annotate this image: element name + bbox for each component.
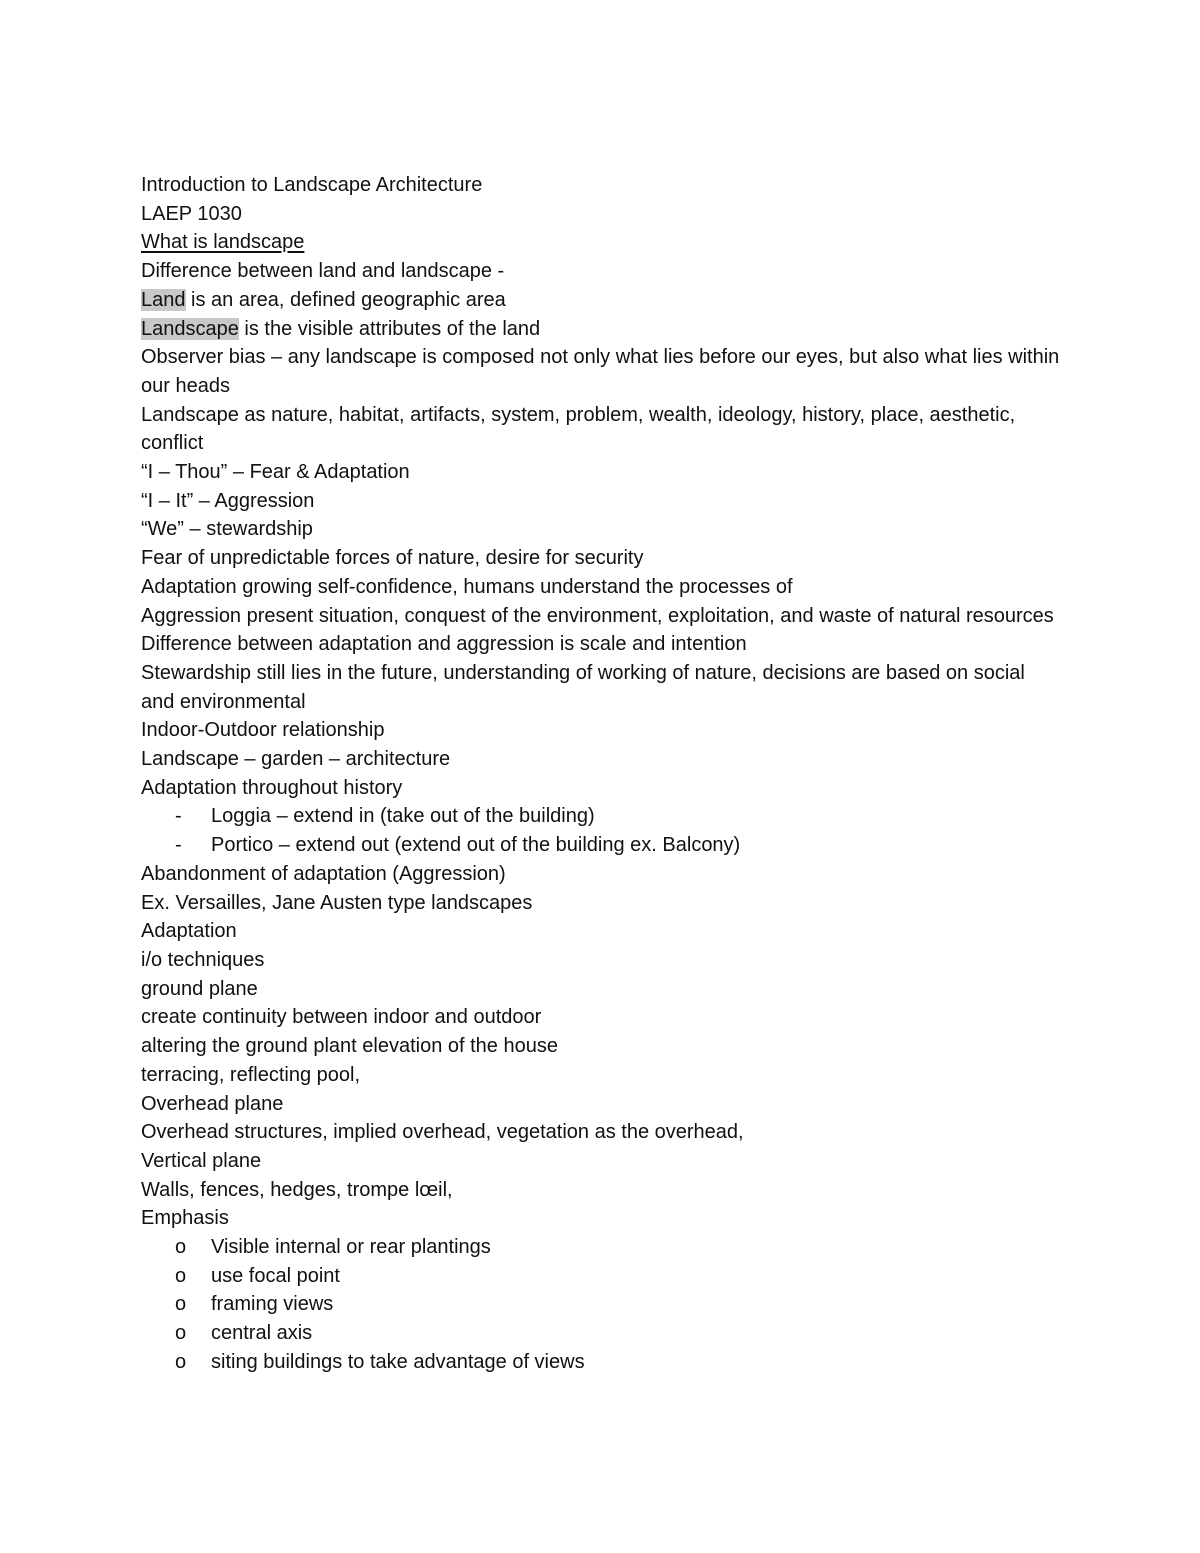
- list-item-text: Visible internal or rear plantings: [211, 1236, 491, 1259]
- list-item: [141, 831, 1061, 860]
- list-item: [141, 1233, 1061, 1262]
- line-i-thou: “I – Thou” – Fear & Adaptation: [141, 461, 410, 484]
- line-adaptation-growing: Adaptation growing self-confidence, humans understand the processes of: [141, 575, 793, 598]
- section-heading: What is landscape: [141, 231, 305, 254]
- line-overhead-structures: Overhead structures, implied overhead, vegetation as the overhead,: [141, 1121, 744, 1144]
- circle-bullet-icon: o: [175, 1264, 187, 1287]
- line-landscape-as: Landscape as nature, habitat, artifacts, system, problem, wealth, ideology, history, place, aesthetic, conflict: [141, 403, 1016, 455]
- line-adaptation-history: Adaptation throughout history: [141, 776, 403, 799]
- line-land-definition: [141, 286, 1061, 315]
- line-landscape-garden: Landscape – garden – architecture: [141, 748, 451, 771]
- line-aggression-present: Aggression present situation, conquest of the environment, exploitation, and waste of natural resources: [141, 604, 1054, 627]
- line-we: “We” – stewardship: [141, 518, 313, 541]
- highlighted-term-land: Land: [141, 288, 186, 311]
- line-observer-bias: Observer bias – any landscape is composed not only what lies before our eyes, but also what lies within our heads: [141, 346, 1060, 397]
- circle-bullet-icon: o: [175, 1322, 187, 1345]
- line-overhead-plane: Overhead plane: [141, 1092, 284, 1115]
- line-difference-adaptation: Difference between adaptation and aggression is scale and intention: [141, 633, 747, 656]
- list-item-text: framing views: [211, 1293, 334, 1316]
- line-terracing: terracing, reflecting pool,: [141, 1063, 361, 1086]
- line-adaptation: Adaptation: [141, 920, 237, 943]
- line-io-techniques: i/o techniques: [141, 948, 265, 971]
- line-vertical-plane: Vertical plane: [141, 1149, 262, 1172]
- list-item: [141, 1319, 1061, 1348]
- circle-bullet-icon: o: [175, 1293, 187, 1316]
- list-item: [141, 1262, 1061, 1291]
- document-title: Introduction to Landscape Architecture: [141, 174, 483, 196]
- list-item-text: siting buildings to take advantage of views: [211, 1350, 585, 1373]
- landscape-definition-text: is the visible attributes of the land: [238, 317, 541, 340]
- line-abandonment: Abandonment of adaptation (Aggression): [141, 862, 506, 885]
- line-stewardship: Stewardship still lies in the future, understanding of working of nature, decisions are based on social and environmental: [141, 661, 1025, 713]
- list-item-text: use focal point: [211, 1264, 340, 1287]
- land-definition-text: is an area, defined geographic area: [185, 288, 506, 311]
- circle-bullet-icon: o: [175, 1350, 187, 1373]
- line-indoor-outdoor: Indoor-Outdoor relationship: [141, 719, 385, 742]
- course-code: LAEP 1030: [141, 202, 242, 225]
- list-item: [141, 802, 1061, 831]
- line-walls: Walls, fences, hedges, trompe lœil,: [141, 1178, 453, 1201]
- list-item-text: Loggia – extend in (take out of the building): [211, 805, 595, 828]
- line-i-it: “I – It” – Aggression: [141, 489, 315, 512]
- line-versailles: Ex. Versailles, Jane Austen type landscapes: [141, 891, 533, 914]
- circle-bullet-icon: o: [175, 1236, 187, 1259]
- document-body: [141, 171, 1061, 1377]
- line-difference-land: Difference between land and landscape -: [141, 260, 505, 283]
- line-fear: Fear of unpredictable forces of nature, desire for security: [141, 547, 644, 570]
- list-item-text: Portico – extend out (extend out of the building ex. Balcony): [211, 834, 741, 857]
- line-create-continuity: create continuity between indoor and outdoor: [141, 1006, 542, 1029]
- line-altering: altering the ground plant elevation of the house: [141, 1035, 558, 1058]
- dash-bullet-icon: -: [175, 805, 182, 828]
- line-landscape-definition: [141, 315, 1061, 344]
- line-ground-plane: ground plane: [141, 977, 258, 1000]
- line-emphasis: Emphasis: [141, 1207, 229, 1230]
- highlighted-term-landscape: Landscape: [141, 317, 239, 340]
- dash-bullet-icon: -: [175, 834, 182, 857]
- list-item: [141, 1290, 1061, 1319]
- list-item: [141, 1348, 1061, 1377]
- list-item-text: central axis: [211, 1322, 313, 1345]
